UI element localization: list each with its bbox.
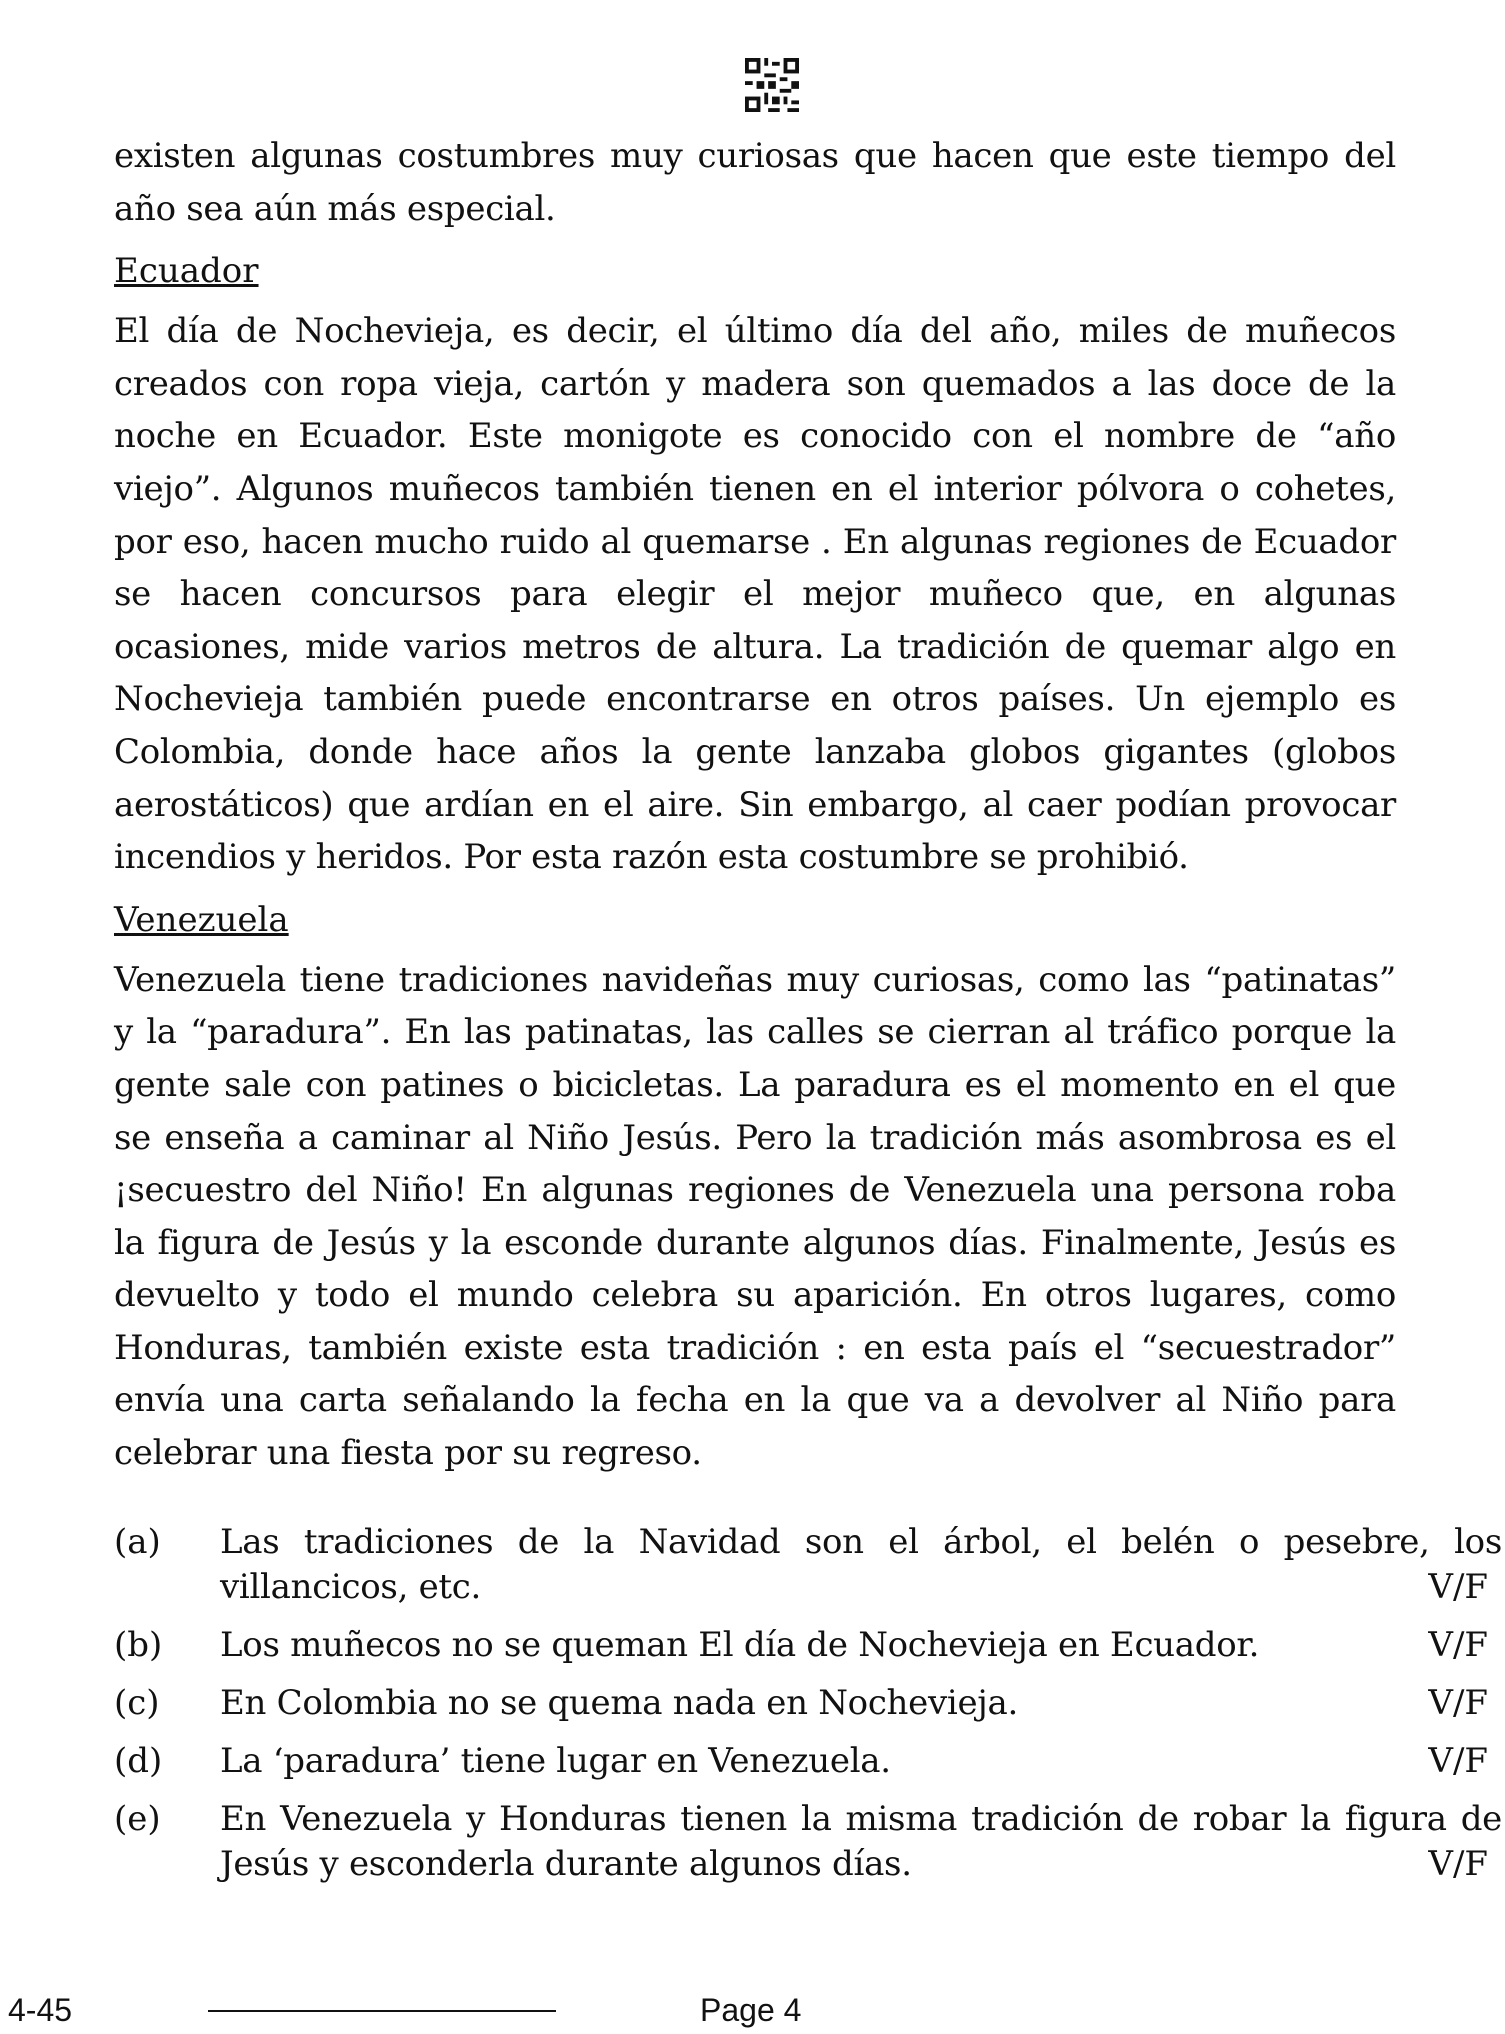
true-false-questions (114, 1520, 1502, 1900)
true-false-marker: V/F (1428, 1625, 1488, 1665)
section-heading-ecuador: Ecuador (114, 251, 259, 292)
question-label: (b) (114, 1625, 163, 1665)
true-false-marker: V/F (1428, 1567, 1488, 1607)
question-text: En Venezuela y Honduras tienen la misma tradición de robar la figura de Jesús y esconderla durante algunos días. (220, 1799, 1502, 1884)
section-text-venezuela: Venezuela tiene tradiciones navideñas muy curiosas, como las “patinatas” y la “paradura”. En las patinatas, las calles se cierran al tráfico porque la gente sale con patines o bicicletas. La paradura es el momento en el que se enseña a caminar al Niño Jesús. Pero la tradición más asombrosa es el ¡secuestro del Niño! En algunas regiones de Venezuela una persona roba la figura de Jesús y la esconde durante algunos días. Finalmente, Jesús es devuelto y todo el mundo celebra su aparición. En otros lugares, como Honduras, también existe esta tradición : en esta país el “secuestrador” envía una carta señalando la fecha en la que va a devolver al Niño para celebrar una fiesta por su regreso. (114, 959, 1396, 1474)
question-label: (c) (114, 1683, 160, 1723)
question-item (114, 1797, 1502, 1887)
section-heading-venezuela: Venezuela (114, 899, 289, 940)
paper-code: 4-45 (8, 1992, 73, 2028)
true-false-marker: V/F (1428, 1683, 1488, 1723)
question-text: En Colombia no se quema nada en Nochevieja. (220, 1683, 1019, 1723)
true-false-marker: V/F (1428, 1844, 1488, 1884)
question-item (114, 1681, 1488, 1726)
question-text: Las tradiciones de la Navidad son el árbol, el belén o pesebre, los villancicos, etc. (220, 1522, 1502, 1607)
question-label: (d) (114, 1741, 163, 1781)
page-footer (0, 1990, 1505, 2030)
page-number: Page 4 (700, 1992, 802, 2028)
section-text-ecuador: El día de Nochevieja, es decir, el último día del año, miles de muñecos creados con ropa vieja, cartón y madera son quemados a las doce de la noche en Ecuador. Este monigote es conocido con el nombre de “año viejo”. Algunos muñecos también tienen en el interior pólvora o cohetes, por eso, hacen mucho ruido al quemarse . En algunas regiones de Ecuador se hacen concursos para elegir el mejor muñeco que, en algunas ocasiones, mide varios metros de altura. La tradición de quemar algo en Nochevieja también puede encontrarse en otros países. Un ejemplo es Colombia, donde hace años la gente lanzaba globos gigantes (globos aerostáticos) que ardían en el aire. Sin embargo, al caer podían provocar incendios y heridos. Por esta razón esta costumbre se prohibió. (114, 311, 1396, 878)
question-text: La ‘paradura’ tiene lugar en Venezuela. (220, 1741, 891, 1781)
footer-divider (208, 2010, 556, 2012)
question-label: (e) (114, 1799, 161, 1839)
passage-intro: existen algunas costumbres muy curiosas que hacen que este tiempo del año sea aún más especial. (114, 136, 1396, 229)
passage (114, 130, 1396, 1480)
question-item (114, 1520, 1502, 1610)
question-text: Los muñecos no se queman El día de Nochevieja en Ecuador. (220, 1625, 1260, 1665)
true-false-marker: V/F (1428, 1741, 1488, 1781)
question-item (114, 1739, 1488, 1784)
question-label: (a) (114, 1522, 161, 1562)
question-item (114, 1623, 1488, 1668)
qr-code-icon (744, 58, 800, 112)
